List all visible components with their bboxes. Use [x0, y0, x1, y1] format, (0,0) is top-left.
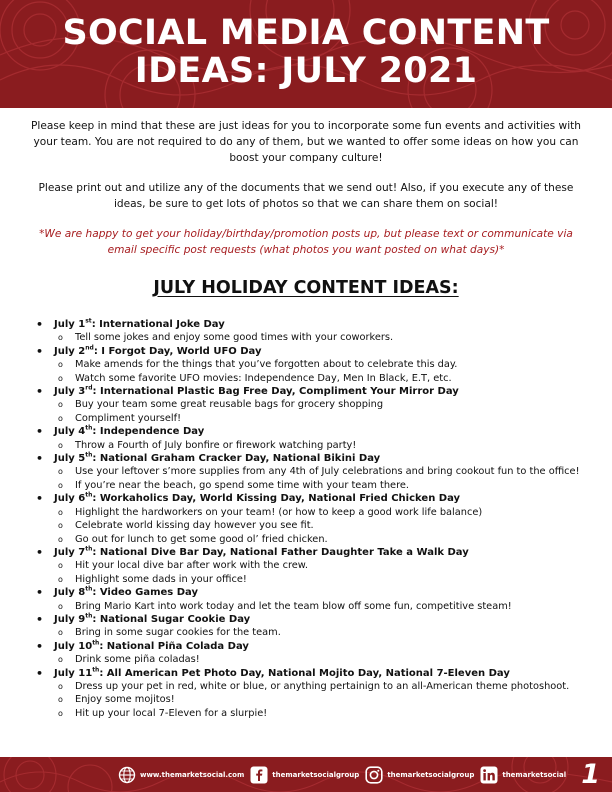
idea-item [36, 559, 596, 572]
idea-item [36, 358, 596, 371]
idea-item [36, 600, 596, 613]
holiday-item [36, 318, 596, 345]
sub-bullet-icon: o [58, 373, 63, 383]
footer-facebook[interactable] [250, 766, 359, 784]
holiday-title [54, 318, 225, 331]
holiday-title [54, 640, 249, 653]
sub-bullet-icon: o [58, 708, 63, 718]
idea-text: Use your leftover s’more supplies from any 4th of July celebrations and bring cookout fun to the office! [75, 466, 580, 478]
title-line-1: SOCIAL MEDIA CONTENT [62, 13, 550, 53]
holiday-title [54, 546, 469, 559]
page-title [0, 14, 612, 90]
facebook-text: themarketsocialgroup [272, 771, 360, 779]
bullet-icon: • [36, 385, 44, 399]
idea-item [36, 479, 596, 492]
holiday-date: July 4 [54, 426, 86, 438]
holiday-heading [36, 385, 596, 398]
holiday-date: July 6 [54, 493, 86, 505]
header-banner [0, 0, 612, 108]
idea-item [36, 680, 596, 693]
bullet-icon: • [36, 452, 44, 466]
section-heading: JULY HOLIDAY CONTENT IDEAS: [153, 278, 459, 298]
date-suffix: th [85, 545, 93, 553]
holiday-name: : National Sugar Cookie Day [92, 613, 251, 625]
footer-instagram[interactable] [365, 766, 474, 784]
holiday-name: : Workaholics Day, World Kissing Day, National Fried Chicken Day [92, 493, 461, 505]
holiday-heading [36, 452, 596, 465]
holiday-item [36, 586, 596, 613]
idea-text: Hit up your local 7-Eleven for a slurpie! [75, 707, 268, 719]
date-suffix: th [92, 639, 100, 647]
idea-text: Drink some piña coladas! [75, 654, 200, 666]
intro-paragraph-2: Please print out and utilize any of the documents that we send out! Also, if you execute any of these ideas, be sure to get lots of photos so that we can share them on social! [38, 182, 574, 210]
holiday-heading [36, 613, 596, 626]
sub-bullet-icon: o [58, 413, 63, 423]
sub-bullet-icon: o [58, 360, 63, 370]
holiday-item [36, 345, 596, 385]
facebook-icon [250, 766, 268, 784]
holiday-date: July 10 [54, 640, 93, 652]
holiday-item [36, 452, 596, 492]
bullet-icon: • [36, 318, 44, 331]
date-suffix: th [85, 424, 93, 432]
bullet-icon: • [36, 639, 44, 653]
holiday-title [54, 345, 262, 358]
sub-bullet-icon: o [58, 561, 63, 571]
holiday-date: July 8 [54, 587, 86, 599]
sub-bullet-icon: o [58, 333, 63, 343]
idea-item [36, 331, 596, 344]
date-suffix: th [92, 666, 100, 674]
idea-item [36, 693, 596, 706]
holiday-item [36, 640, 596, 667]
sub-bullet-icon: o [58, 400, 63, 410]
holiday-heading [36, 667, 596, 680]
holiday-name: : International Plastic Bag Free Day, Compliment Your Mirror Day [92, 386, 459, 398]
idea-item [36, 412, 596, 425]
holiday-heading [36, 640, 596, 653]
bullet-icon: • [36, 425, 44, 439]
holiday-name: : All American Pet Photo Day, National Mojito Day, National 7-Eleven Day [99, 667, 510, 679]
idea-item [36, 506, 596, 519]
holiday-name: : International Joke Day [91, 319, 225, 330]
idea-item [36, 533, 596, 546]
footer-website[interactable] [118, 766, 244, 784]
idea-text: Buy your team some great reusable bags for grocery shopping [75, 399, 384, 411]
holiday-date: July 9 [54, 613, 86, 625]
idea-text: Highlight the hardworkers on your team! (or how to keep a good work life balance) [75, 506, 483, 518]
date-suffix: th [85, 585, 93, 593]
holiday-heading [36, 492, 596, 505]
holiday-date: July 5 [54, 453, 86, 465]
instagram-icon [365, 766, 383, 784]
date-suffix: rd [85, 384, 93, 392]
idea-text: Watch some favorite UFO movies: Independence Day, Men In Black, E.T, etc. [75, 372, 452, 384]
idea-item [36, 439, 596, 452]
idea-item [36, 626, 596, 639]
idea-text: Make amends for the things that you’ve forgotten about to celebrate this day. [75, 359, 458, 371]
bullet-icon: • [36, 545, 44, 559]
idea-item [36, 398, 596, 411]
holiday-heading [36, 586, 596, 599]
intro-paragraph-1: Please keep in mind that these are just ideas for you to incorporate some fun events and activities with your team. You are not required to do any of them, but we wanted to offer some ideas on how you can boost your company culture! [30, 120, 582, 164]
holiday-name: : Video Games Day [92, 587, 198, 599]
sub-bullet-icon: o [58, 467, 63, 477]
holiday-list [36, 318, 596, 720]
holiday-name: : National Dive Bar Day, National Father Daughter Take a Walk Day [92, 546, 469, 558]
idea-text: Dress up your pet in red, white or blue, or anything pertainign to an all-American theme photoshoot. [75, 680, 570, 692]
date-suffix: th [85, 491, 93, 499]
idea-item [36, 573, 596, 586]
holiday-heading [36, 425, 596, 438]
bullet-icon: • [36, 492, 44, 506]
holiday-date: July 11 [54, 667, 93, 679]
sub-bullet-icon: o [58, 507, 63, 517]
holiday-date: July 7 [54, 546, 86, 558]
idea-item [36, 519, 596, 532]
sub-bullet-icon: o [58, 574, 63, 584]
sub-bullet-icon: o [58, 695, 63, 705]
page-number: 1 [581, 759, 600, 790]
holiday-title [54, 613, 250, 626]
globe-icon [118, 766, 136, 784]
instagram-text: themarketsocialgroup [387, 771, 475, 779]
idea-text: Bring Mario Kart into work today and let the team blow off some fun, competitive steam! [75, 600, 512, 612]
footer-links [118, 766, 572, 784]
holiday-name: : Independence Day [92, 426, 205, 438]
holiday-title [54, 425, 204, 438]
linkedin-text: themarketsocial [502, 771, 567, 779]
title-line-2: IDEAS: JULY 2021 [134, 51, 478, 91]
date-suffix: nd [85, 344, 94, 352]
holiday-name: : I Forgot Day, World UFO Day [93, 345, 262, 357]
sub-bullet-icon: o [58, 521, 63, 531]
holiday-date: July 2 [54, 345, 86, 357]
footer-linkedin[interactable] [480, 766, 566, 784]
footer-banner [0, 757, 612, 792]
holiday-heading [36, 318, 596, 331]
date-suffix: th [85, 451, 93, 459]
idea-text: Bring in some sugar cookies for the team. [75, 627, 281, 639]
bullet-icon: • [36, 612, 44, 626]
holiday-item [36, 385, 596, 425]
idea-text: Go out for lunch to get some good ol’ fried chicken. [75, 533, 328, 545]
holiday-heading [36, 345, 596, 358]
idea-text: Compliment yourself! [75, 412, 182, 424]
holiday-heading [36, 546, 596, 559]
sub-bullet-icon: o [58, 534, 63, 544]
idea-text: Highlight some dads in your office! [75, 573, 247, 585]
holiday-item [36, 667, 596, 721]
holiday-title [54, 385, 459, 398]
bullet-icon: • [36, 586, 44, 600]
sub-bullet-icon: o [58, 655, 63, 665]
sub-bullet-icon: o [58, 440, 63, 450]
holiday-title [54, 492, 460, 505]
holiday-name: : National Piña Colada Day [99, 640, 249, 652]
holiday-name: : National Graham Cracker Day, National Bikini Day [92, 453, 381, 465]
holiday-date: July 3 [54, 386, 86, 398]
linkedin-icon [480, 766, 498, 784]
idea-text: If you’re near the beach, go spend some time with your team there. [75, 479, 410, 491]
holiday-item [36, 425, 596, 452]
holiday-item [36, 613, 596, 640]
idea-item [36, 707, 596, 720]
sub-bullet-icon: o [58, 601, 63, 611]
idea-text: Tell some jokes and enjoy some good times with your coworkers. [75, 332, 394, 344]
holiday-item [36, 492, 596, 546]
sub-bullet-icon: o [58, 681, 63, 691]
holiday-item [36, 546, 596, 586]
idea-item [36, 653, 596, 666]
bullet-icon: • [36, 344, 44, 358]
idea-item [36, 465, 596, 478]
holiday-title [54, 586, 198, 599]
idea-text: Hit your local dive bar after work with the crew. [75, 560, 309, 572]
date-suffix: st [85, 317, 92, 325]
date-suffix: th [85, 612, 93, 620]
sub-bullet-icon: o [58, 480, 63, 490]
holiday-title [54, 452, 380, 465]
idea-text: Throw a Fourth of July bonfire or firework watching party! [75, 439, 357, 451]
sub-bullet-icon: o [58, 628, 63, 638]
website-text: www.themarketsocial.com [140, 771, 245, 779]
holiday-date: July 1 [54, 319, 86, 330]
idea-text: Enjoy some mojitos! [75, 694, 175, 706]
idea-text: Celebrate world kissing day however you see fit. [75, 520, 314, 532]
bullet-icon: • [36, 666, 44, 680]
intro-note: *We are happy to get your holiday/birthday/promotion posts up, but please text or communicate via email specific post requests (what photos you want posted on what days)* [39, 228, 573, 256]
holiday-title [54, 667, 510, 680]
idea-item [36, 372, 596, 385]
